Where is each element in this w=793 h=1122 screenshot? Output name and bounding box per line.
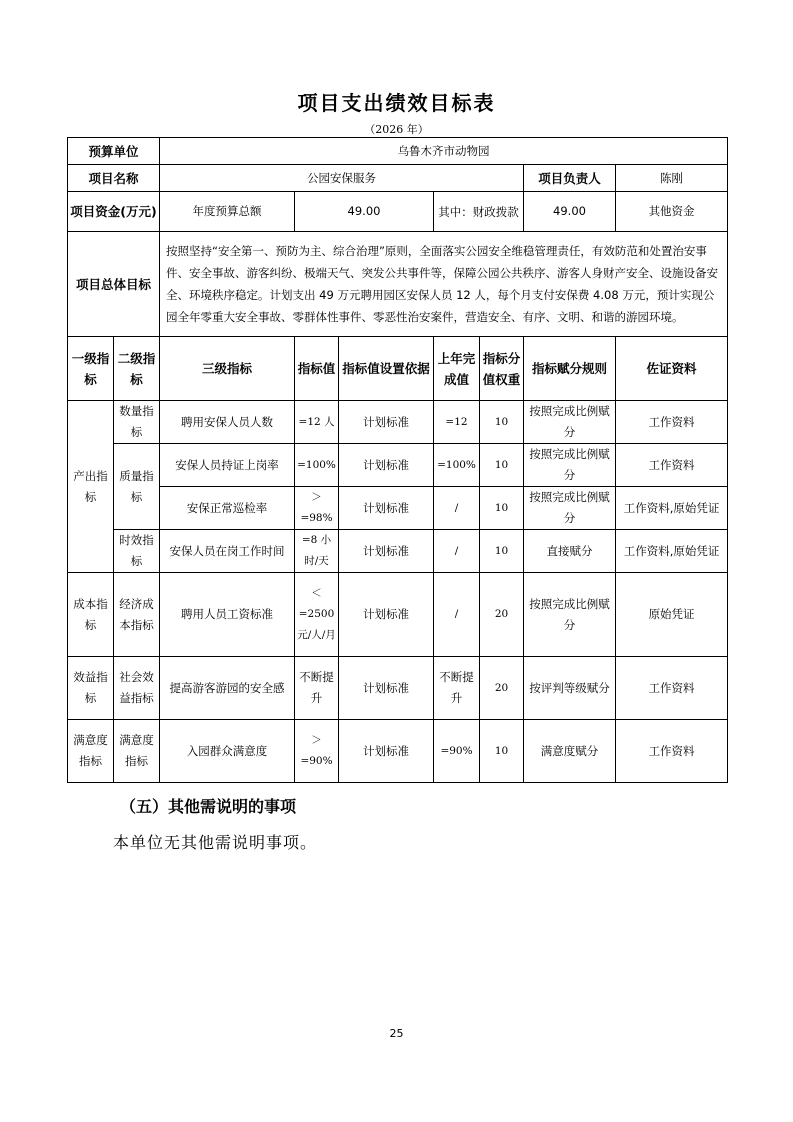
level1-benefit: 效益指标 (68, 657, 114, 720)
page-title: 项目支出绩效目标表 (297, 91, 496, 115)
level2-quantity: 数量指标 (114, 401, 160, 444)
row-weight: 10 (480, 487, 524, 530)
row-name: 安保人员在岗工作时间 (160, 530, 295, 573)
row-name: 提高游客游园的安全感 (160, 657, 295, 720)
row-rule: 满意度赋分 (524, 720, 616, 783)
row-last: 不断提升 (434, 657, 480, 720)
col-weight: 指标分值权重 (480, 337, 524, 401)
row-last: =12 (434, 401, 480, 444)
row-evidence: 工作资料 (616, 720, 728, 783)
row-rule: 直接赋分 (524, 530, 616, 573)
row-basis: 计划标准 (339, 530, 434, 573)
row-name: 入园群众满意度 (160, 720, 295, 783)
project-leader-value: 陈刚 (616, 165, 728, 192)
row-value: =8 小时/天 (295, 530, 339, 573)
level1-cost: 成本指标 (68, 573, 114, 657)
row-evidence: 工作资料 (616, 444, 728, 487)
annual-budget-label: 年度预算总额 (160, 192, 295, 232)
col-basis: 指标值设置依据 (339, 337, 434, 401)
col-value: 指标值 (295, 337, 339, 401)
col-level2: 二级指标 (114, 337, 160, 401)
project-name-label: 项目名称 (68, 165, 160, 192)
page-number: 25 (389, 1027, 404, 1040)
project-name-value: 公园安保服务 (160, 165, 524, 192)
row-name: 聘用人员工资标准 (160, 573, 295, 657)
row-last: =90% (434, 720, 480, 783)
row-last: / (434, 573, 480, 657)
row-weight: 10 (480, 530, 524, 573)
row-weight: 20 (480, 657, 524, 720)
col-rule: 指标赋分规则 (524, 337, 616, 401)
row-value: ＜=2500元/人/月 (295, 573, 339, 657)
overall-goal-label: 项目总体目标 (68, 232, 160, 337)
fiscal-allocation-label: 其中：财政拨款 (434, 192, 524, 232)
level2-quality: 质量指标 (114, 444, 160, 530)
row-value: =12 人 (295, 401, 339, 444)
level2-satisfaction: 满意度指标 (114, 720, 160, 783)
row-name: 安保人员持证上岗率 (160, 444, 295, 487)
year-label: （2026 年） (364, 123, 429, 136)
row-basis: 计划标准 (339, 487, 434, 530)
row-last: =100% (434, 444, 480, 487)
section-heading: （五）其他需说明的事项 (120, 797, 297, 816)
row-basis: 计划标准 (339, 720, 434, 783)
col-level1: 一级指标 (68, 337, 114, 401)
row-name: 聘用安保人员人数 (160, 401, 295, 444)
budget-unit-label: 预算单位 (68, 138, 160, 165)
row-last: / (434, 487, 480, 530)
row-basis: 计划标准 (339, 401, 434, 444)
row-evidence: 工作资料,原始凭证 (616, 530, 728, 573)
level1-satisfaction: 满意度指标 (68, 720, 114, 783)
row-value: ＞=90% (295, 720, 339, 783)
row-rule: 按照完成比例赋分 (524, 444, 616, 487)
annual-budget-value: 49.00 (295, 192, 434, 232)
row-weight: 10 (480, 401, 524, 444)
row-basis: 计划标准 (339, 444, 434, 487)
project-leader-label: 项目负责人 (524, 165, 616, 192)
row-value: 不断提升 (295, 657, 339, 720)
row-weight: 20 (480, 573, 524, 657)
fiscal-allocation-value: 49.00 (524, 192, 616, 232)
col-level3: 三级指标 (160, 337, 295, 401)
row-rule: 按照完成比例赋分 (524, 487, 616, 530)
row-evidence: 原始凭证 (616, 573, 728, 657)
row-rule: 按照完成比例赋分 (524, 401, 616, 444)
overall-goal-text: 按照坚持“安全第一、预防为主、综合治理”原则，全面落实公园安全维稳管理责任，有效防范和处置治安事件、安全事故、游客纠纷、极端天气、突发公共事件等，保障公园公共秩序、游客人身财产安全、设施设备安全、环境秩序稳定。计划支出 49 万元聘用园区安保人员 12 人，每个月支付安保费 4.08 万元，预计实现公园全年零重大安全事故、零群体性事件、零恶性治安案件，营造安全、有序、文明、和谐的游园环境。 (160, 232, 728, 337)
section-text: 本单位无其他需说明事项。 (113, 833, 318, 852)
performance-table (67, 137, 728, 783)
row-name: 安保正常巡检率 (160, 487, 295, 530)
row-value: =100% (295, 444, 339, 487)
row-evidence: 工作资料,原始凭证 (616, 487, 728, 530)
row-last: / (434, 530, 480, 573)
row-rule: 按评判等级赋分 (524, 657, 616, 720)
row-evidence: 工作资料 (616, 401, 728, 444)
row-weight: 10 (480, 720, 524, 783)
col-evidence: 佐证资料 (616, 337, 728, 401)
other-funds-label: 其他资金 (616, 192, 728, 232)
level2-timeliness: 时效指标 (114, 530, 160, 573)
col-last-year: 上年完成值 (434, 337, 480, 401)
row-basis: 计划标准 (339, 573, 434, 657)
level2-social-benefit: 社会效益指标 (114, 657, 160, 720)
row-value: ＞=98% (295, 487, 339, 530)
project-funds-label: 项目资金(万元) (68, 192, 160, 232)
level1-output: 产出指标 (68, 401, 114, 573)
row-rule: 按照完成比例赋分 (524, 573, 616, 657)
level2-economic-cost: 经济成本指标 (114, 573, 160, 657)
row-evidence: 工作资料 (616, 657, 728, 720)
row-weight: 10 (480, 444, 524, 487)
budget-unit-value: 乌鲁木齐市动物园 (160, 138, 728, 165)
row-basis: 计划标准 (339, 657, 434, 720)
